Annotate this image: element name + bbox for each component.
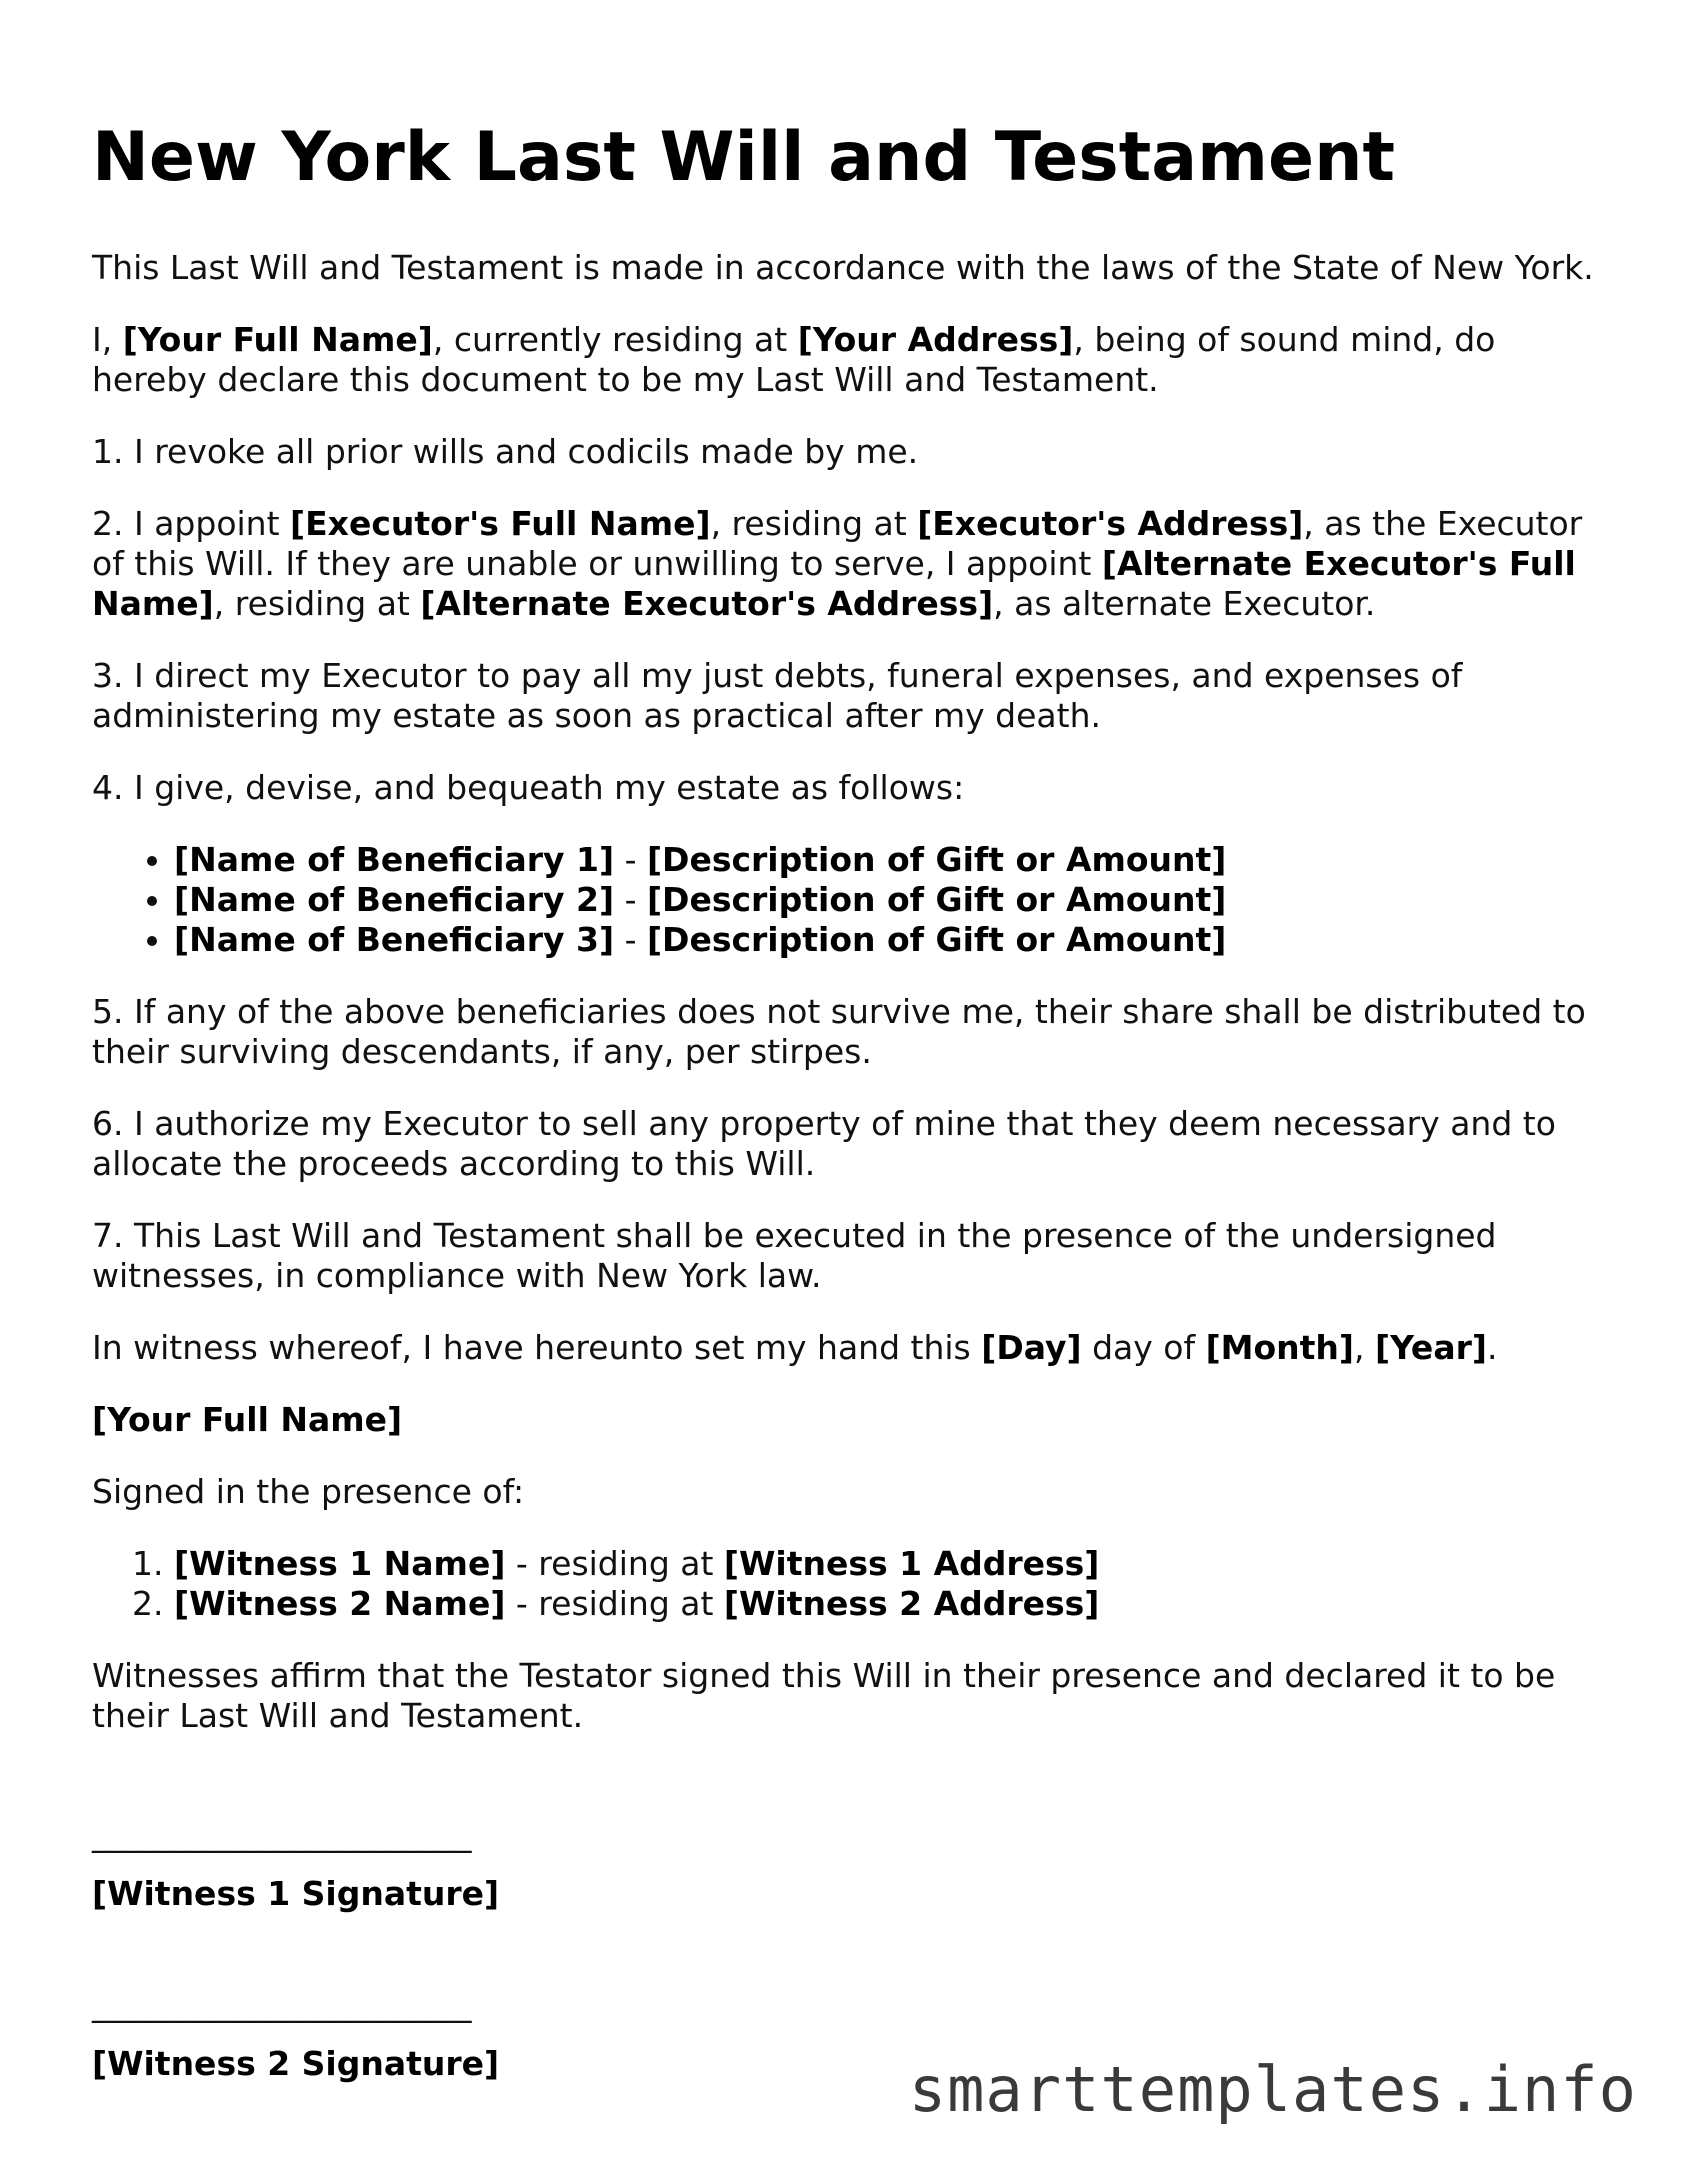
clause-3: 3. I direct my Executor to pay all my just debts, funeral expenses, and expenses of administering my estate as soon as practical after my death. xyxy=(92,656,1463,735)
document-title: New York Last Will and Testament xyxy=(92,118,1396,197)
list-item xyxy=(174,1584,1602,1624)
day-placeholder: [Day] xyxy=(981,1328,1082,1367)
witness-2-signature-text: [Witness 2 Signature] xyxy=(92,2044,500,2083)
witness-1-signature-line: _______________________ xyxy=(92,1814,472,1853)
beneficiary-gift: [Description of Gift or Amount] xyxy=(646,920,1227,959)
testator-name-placeholder: [Your Full Name] xyxy=(122,320,433,359)
witness-residing: - residing at xyxy=(505,1544,724,1583)
beneficiary-list xyxy=(92,840,1602,960)
witness-list xyxy=(92,1544,1602,1624)
clause-2-mid3: , residing at xyxy=(213,584,421,623)
witness-whereof-paragraph xyxy=(92,1328,1602,1368)
signed-presence-label: Signed in the presence of: xyxy=(92,1472,525,1511)
beneficiary-separator: - xyxy=(614,920,647,959)
executor-address-placeholder: [Executor's Address] xyxy=(917,504,1304,543)
beneficiary-separator: - xyxy=(614,840,647,879)
whereof-mid1: day of xyxy=(1081,1328,1206,1367)
beneficiary-name: [Name of Beneficiary 3] xyxy=(174,920,615,959)
clause-7: 7. This Last Will and Testament shall be executed in the presence of the undersigned witnesses, in compliance with New York law. xyxy=(92,1216,1497,1295)
list-item xyxy=(174,840,1602,880)
whereof-mid2: , xyxy=(1354,1328,1375,1367)
beneficiary-gift: [Description of Gift or Amount] xyxy=(646,840,1227,879)
clause-2-mid1: , residing at xyxy=(710,504,918,543)
clause-2-prefix: 2. I appoint xyxy=(92,504,291,543)
witness-2-signature-line: _______________________ xyxy=(92,1984,472,2023)
witness-name: [Witness 2 Name] xyxy=(174,1584,506,1623)
list-item xyxy=(174,920,1602,960)
month-placeholder: [Month] xyxy=(1205,1328,1354,1367)
clause-6: 6. I authorize my Executor to sell any property of mine that they deem necessary and to allocate the proceeds according to this Will. xyxy=(92,1104,1556,1183)
witness-1-signature-label xyxy=(92,1874,1602,1914)
clause-2-mid2: , as the Executor of this Will. If they are unable or unwilling to serve, I appoint xyxy=(92,504,1583,583)
clause-1: 1. I revoke all prior wills and codicils made by me. xyxy=(92,432,919,471)
witness-1-signature-text: [Witness 1 Signature] xyxy=(92,1874,500,1913)
declaration-paragraph xyxy=(92,320,1602,400)
document xyxy=(92,118,1602,2116)
testator-address-placeholder: [Your Address] xyxy=(797,320,1074,359)
clause-2-suffix: , as alternate Executor. xyxy=(993,584,1376,623)
list-item xyxy=(174,880,1602,920)
declaration-prefix: I, xyxy=(92,320,123,359)
beneficiary-separator: - xyxy=(614,880,647,919)
alternate-executor-name-placeholder: [Alternate Executor's Full Name] xyxy=(92,544,1576,623)
whereof-prefix: In witness whereof, I have hereunto set my hand this xyxy=(92,1328,982,1367)
year-placeholder: [Year] xyxy=(1374,1328,1487,1367)
whereof-suffix: . xyxy=(1486,1328,1498,1367)
witness-address: [Witness 1 Address] xyxy=(723,1544,1100,1583)
list-item xyxy=(174,1544,1602,1584)
declaration-mid: , currently residing at xyxy=(432,320,798,359)
beneficiary-name: [Name of Beneficiary 2] xyxy=(174,880,615,919)
watermark: smarttemplates.info xyxy=(908,2053,1637,2126)
beneficiary-name: [Name of Beneficiary 1] xyxy=(174,840,615,879)
testator-name-bold: [Your Full Name] xyxy=(92,1400,403,1439)
alternate-executor-address-placeholder: [Alternate Executor's Address] xyxy=(420,584,994,623)
intro-paragraph: This Last Will and Testament is made in accordance with the laws of the State of New York. xyxy=(92,248,1594,287)
clause-2 xyxy=(92,504,1602,624)
witness-residing: - residing at xyxy=(505,1584,724,1623)
clause-4: 4. I give, devise, and bequeath my estate as follows: xyxy=(92,768,965,807)
clause-5: 5. If any of the above beneficiaries does not survive me, their share shall be distributed to their surviving descendants, if any, per stirpes. xyxy=(92,992,1586,1071)
executor-name-placeholder: [Executor's Full Name] xyxy=(290,504,711,543)
affirmation-paragraph: Witnesses affirm that the Testator signed this Will in their presence and declared it to be their Last Will and Testament. xyxy=(92,1656,1556,1735)
witness-address: [Witness 2 Address] xyxy=(723,1584,1100,1623)
declaration-suffix: , being of sound mind, do hereby declare this document to be my Last Will and Testament. xyxy=(92,320,1496,399)
testator-signature-name xyxy=(92,1400,1602,1440)
witness-name: [Witness 1 Name] xyxy=(174,1544,506,1583)
beneficiary-gift: [Description of Gift or Amount] xyxy=(646,880,1227,919)
